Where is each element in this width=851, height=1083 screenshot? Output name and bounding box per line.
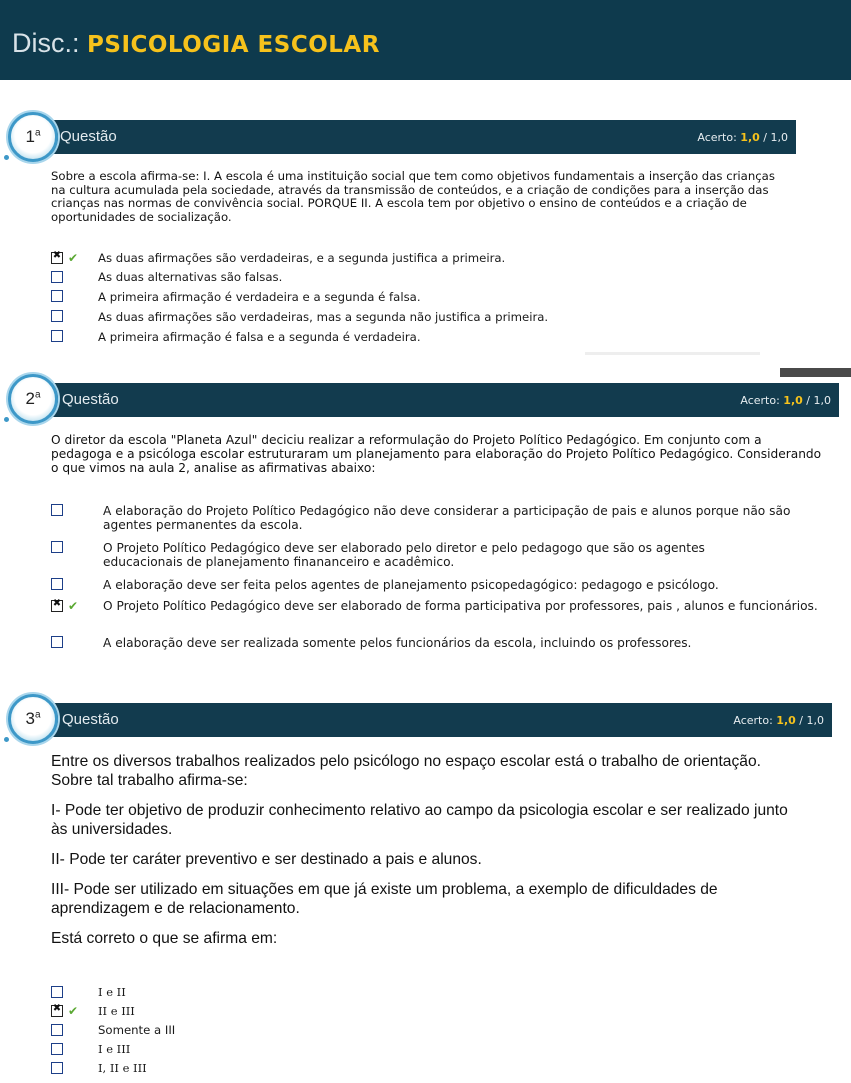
question-2-bar <box>36 383 839 417</box>
question-3-label: Questão <box>62 711 119 728</box>
faint-footer-line <box>585 352 760 355</box>
discipline-header <box>0 0 851 80</box>
option-text[interactable]: A primeira afirmação é falsa e a segunda é verdadeira. <box>98 330 421 344</box>
check-mark-icon: ✔ <box>68 1004 79 1018</box>
score-total: / 1,0 <box>763 131 788 144</box>
score-label: Acerto: <box>740 394 780 407</box>
score-value: 1,0 <box>783 394 803 407</box>
checkbox-icon[interactable] <box>51 578 63 590</box>
option-text[interactable]: A elaboração deve ser feita pelos agentes de planejamento psicopedagógico: pedagogo e psicólogo. <box>103 578 719 592</box>
question-1-bar <box>36 120 796 154</box>
scroll-tab-strip <box>780 368 851 377</box>
question-paragraph: I- Pode ter objetivo de produzir conhecimento relativo ao campo da psicologia escolar e ser realizado junto às universidades. <box>51 802 788 838</box>
score-value: 1,0 <box>776 714 796 727</box>
option-text[interactable]: O Projeto Político Pedagógico deve ser elaborado de forma participativa por professores, pais , alunos e funcionários. <box>103 599 818 613</box>
score-total: / 1,0 <box>799 714 824 727</box>
question-1-score <box>697 131 788 144</box>
checkbox-icon[interactable] <box>51 541 63 553</box>
question-ordinal: a <box>34 127 41 139</box>
checkbox-icon[interactable] <box>51 504 63 516</box>
checkbox-icon[interactable] <box>51 290 63 302</box>
question-1-number-badge <box>8 112 58 162</box>
question-1-text: Sobre a escola afirma-se: I. A escola é uma instituição social que tem como objetivos fundamentais a inserção das crianças na cultura acumulada pela sociedade, através da transmissão de conteúdos, e a criação de condições para a inserção das crianças nas normas de convivência social. PORQUE II. A escola tem por objetivo o ensino de conteúdos e a criação de oportunidades de socialização. <box>51 169 775 224</box>
checkbox-icon[interactable] <box>51 330 63 342</box>
discipline-title <box>12 28 380 59</box>
option-text[interactable]: As duas alternativas são falsas. <box>98 270 283 284</box>
question-paragraph: Entre os diversos trabalhos realizados pelo psicólogo no espaço escolar está o trabalho de orientação. Sobre tal trabalho afirma-se: <box>51 753 761 789</box>
score-value: 1,0 <box>740 131 760 144</box>
question-paragraph: III- Pode ser utilizado em situações em que já existe um problema, a exemplo de dificuldades de aprendizagem e de relacionamento. <box>51 881 718 917</box>
question-3-number-badge <box>8 694 58 744</box>
question-number: 3 <box>25 709 35 728</box>
question-paragraph: Está correto o que se afirma em: <box>51 930 278 947</box>
question-2-text: O diretor da escola "Planeta Azul" deciciu realizar a reformulação do Projeto Político Pedagógico. Em conjunto com a pedagoga e a psicóloga escolar estruturaram um planejamento para elaboração do Projeto Político Pedagógico. Considerando o que vimos na aula 2, analise as afirmativas abaixo: <box>51 433 822 475</box>
question-2-number-badge <box>8 374 58 424</box>
checkbox-icon[interactable] <box>51 1024 63 1036</box>
option-text[interactable]: Somente a III <box>98 1023 176 1037</box>
checkbox-checked-icon[interactable] <box>51 600 63 612</box>
checkbox-checked-icon[interactable] <box>51 1005 63 1017</box>
question-2-score <box>740 394 831 407</box>
badge-dot <box>4 737 9 742</box>
option-text[interactable]: A elaboração do Projeto Político Pedagógico não deve considerar a participação de pais e alunos porque não são agentes permanentes da escola. <box>103 504 791 532</box>
score-label: Acerto: <box>697 131 737 144</box>
badge-dot <box>4 417 9 422</box>
question-1-label: Questão <box>60 128 117 145</box>
option-text[interactable]: I, II e III <box>98 1061 147 1075</box>
question-3-score <box>733 714 824 727</box>
badge-dot <box>4 155 9 160</box>
option-text[interactable]: II e III <box>98 1004 135 1018</box>
question-paragraph: II- Pode ter caráter preventivo e ser destinado a pais e alunos. <box>51 851 482 868</box>
discipline-prefix: Disc.: <box>12 28 80 58</box>
checkbox-icon[interactable] <box>51 310 63 322</box>
option-text[interactable]: I e III <box>98 1042 131 1056</box>
score-label: Acerto: <box>733 714 773 727</box>
option-text[interactable]: As duas afirmações são verdadeiras, e a segunda justifica a primeira. <box>98 251 506 265</box>
checkbox-icon[interactable] <box>51 1043 63 1055</box>
checkbox-checked-icon[interactable] <box>51 252 63 264</box>
option-text[interactable]: A primeira afirmação é verdadeira e a segunda é falsa. <box>98 290 421 304</box>
discipline-name: PSICOLOGIA ESCOLAR <box>87 32 380 58</box>
option-text[interactable]: I e II <box>98 985 126 999</box>
check-mark-icon: ✔ <box>68 599 79 613</box>
option-text[interactable]: As duas afirmações são verdadeiras, mas a segunda não justifica a primeira. <box>98 310 549 324</box>
question-2-label: Questão <box>62 391 119 408</box>
question-ordinal: a <box>34 709 41 721</box>
question-3-bar <box>36 703 832 737</box>
option-text[interactable]: O Projeto Político Pedagógico deve ser elaborado pelo diretor e pelo pedagogo que são os agentes educacionais de planejamento finananceiro e acadêmico. <box>103 541 705 569</box>
checkbox-icon[interactable] <box>51 986 63 998</box>
checkbox-icon[interactable] <box>51 1062 63 1074</box>
question-3-text <box>51 752 791 959</box>
option-text[interactable]: A elaboração deve ser realizada somente pelos funcionários da escola, incluindo os professores. <box>103 636 692 650</box>
checkbox-icon[interactable] <box>51 271 63 283</box>
question-number: 2 <box>25 389 35 408</box>
question-number: 1 <box>25 127 35 146</box>
score-total: / 1,0 <box>806 394 831 407</box>
checkbox-icon[interactable] <box>51 636 63 648</box>
question-ordinal: a <box>34 389 41 401</box>
check-mark-icon: ✔ <box>68 251 79 265</box>
